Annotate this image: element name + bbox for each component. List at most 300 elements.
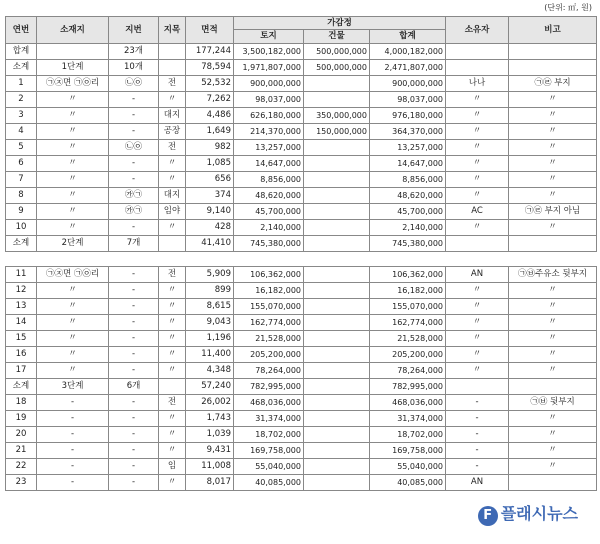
cell-total: 745,380,000 (370, 236, 446, 252)
cell-category: 〃 (159, 220, 186, 236)
cell-lot: - (109, 331, 159, 347)
cell-owner (446, 379, 509, 395)
cell-building (304, 188, 370, 204)
cell-lot: - (109, 443, 159, 459)
cell-owner: 〃 (446, 347, 509, 363)
cell-area: 57,240 (186, 379, 234, 395)
table-row (6, 283, 597, 299)
cell-remarks: 〃 (509, 92, 597, 108)
cell-remarks (509, 44, 597, 60)
cell-no: 11 (6, 267, 37, 283)
cell-no: 소계 (6, 379, 37, 395)
cell-area: 428 (186, 220, 234, 236)
cell-area: 8,017 (186, 475, 234, 491)
watermark-text: 플래시뉴스 (500, 504, 578, 523)
cell-location: 1단계 (37, 60, 109, 76)
cell-no: 12 (6, 283, 37, 299)
cell-remarks: ㉠㉣ 부지 (509, 76, 597, 92)
cell-location: - (37, 443, 109, 459)
table-row (6, 204, 597, 220)
header-total: 합계 (370, 30, 446, 44)
cell-no: 21 (6, 443, 37, 459)
cell-lot: - (109, 347, 159, 363)
table-row (6, 60, 597, 76)
cell-category: 〃 (159, 315, 186, 331)
cell-land: 16,182,000 (234, 283, 304, 299)
cell-owner: 나나 (446, 76, 509, 92)
cell-area: 11,008 (186, 459, 234, 475)
cell-area: 899 (186, 283, 234, 299)
cell-total: 8,856,000 (370, 172, 446, 188)
table-row (6, 188, 597, 204)
flashnews-logo-icon: F (478, 506, 498, 526)
cell-land: 900,000,000 (234, 76, 304, 92)
cell-lot: - (109, 172, 159, 188)
cell-location: 3단계 (37, 379, 109, 395)
table-body-part1 (6, 44, 597, 252)
cell-category: 〃 (159, 299, 186, 315)
cell-no: 8 (6, 188, 37, 204)
cell-building (304, 395, 370, 411)
cell-remarks: 〃 (509, 459, 597, 475)
cell-location: 〃 (37, 156, 109, 172)
cell-remarks: 〃 (509, 140, 597, 156)
cell-area: 5,909 (186, 267, 234, 283)
cell-no: 2 (6, 92, 37, 108)
cell-no: 20 (6, 427, 37, 443)
cell-total: 98,037,000 (370, 92, 446, 108)
cell-lot: - (109, 363, 159, 379)
cell-land: 782,995,000 (234, 379, 304, 395)
cell-remarks: ㉠㉥ 뒷부지 (509, 395, 597, 411)
cell-location: 〃 (37, 315, 109, 331)
cell-location: ㉠㉨면 ㉠㉧리 (37, 267, 109, 283)
cell-land: 13,257,000 (234, 140, 304, 156)
cell-area: 1,196 (186, 331, 234, 347)
unit-note: (단위: ㎡, 원) (544, 3, 592, 12)
cell-location: 〃 (37, 299, 109, 315)
cell-area: 656 (186, 172, 234, 188)
header-location: 소재지 (37, 17, 109, 44)
cell-category: 전 (159, 76, 186, 92)
cell-land: 31,374,000 (234, 411, 304, 427)
cell-owner: 〃 (446, 315, 509, 331)
cell-lot: - (109, 411, 159, 427)
cell-location: ㉠㉨면 ㉠㉧리 (37, 76, 109, 92)
header-category: 지목 (159, 17, 186, 44)
cell-owner: 〃 (446, 156, 509, 172)
cell-remarks: 〃 (509, 156, 597, 172)
cell-total: 45,700,000 (370, 204, 446, 220)
cell-total: 468,036,000 (370, 395, 446, 411)
cell-no: 7 (6, 172, 37, 188)
cell-category: 〃 (159, 443, 186, 459)
cell-owner: 〃 (446, 92, 509, 108)
header-building: 건물 (304, 30, 370, 44)
cell-area: 4,486 (186, 108, 234, 124)
cell-building (304, 363, 370, 379)
cell-total: 106,362,000 (370, 267, 446, 283)
cell-category: 〃 (159, 331, 186, 347)
cell-total: 16,182,000 (370, 283, 446, 299)
cell-owner: - (446, 427, 509, 443)
cell-no: 1 (6, 76, 37, 92)
header-area: 면적 (186, 17, 234, 44)
cell-owner: - (446, 443, 509, 459)
cell-owner (446, 44, 509, 60)
cell-building: 150,000,000 (304, 124, 370, 140)
cell-lot: - (109, 283, 159, 299)
cell-area: 177,244 (186, 44, 234, 60)
cell-remarks: 〃 (509, 363, 597, 379)
table-row (6, 140, 597, 156)
cell-building (304, 92, 370, 108)
cell-owner: 〃 (446, 188, 509, 204)
cell-lot: ㉮㉠ (109, 204, 159, 220)
cell-building (304, 379, 370, 395)
cell-owner: - (446, 459, 509, 475)
cell-land: 98,037,000 (234, 92, 304, 108)
table-row (6, 236, 597, 252)
cell-owner (446, 60, 509, 76)
cell-location: 2단계 (37, 236, 109, 252)
header-land: 토지 (234, 30, 304, 44)
cell-no: 23 (6, 475, 37, 491)
cell-land: 468,036,000 (234, 395, 304, 411)
cell-lot: - (109, 220, 159, 236)
cell-building (304, 475, 370, 491)
cell-owner: - (446, 411, 509, 427)
cell-lot: - (109, 156, 159, 172)
cell-lot: - (109, 92, 159, 108)
table-row (6, 267, 597, 283)
table-gap (6, 252, 597, 267)
cell-category (159, 236, 186, 252)
cell-category: 전 (159, 267, 186, 283)
cell-building (304, 459, 370, 475)
land-appraisal-table (5, 16, 597, 491)
cell-lot: - (109, 427, 159, 443)
table-row (6, 475, 597, 491)
cell-no: 합계 (6, 44, 37, 60)
cell-remarks: ㉠㉣ 부지 아님 (509, 204, 597, 220)
cell-building (304, 315, 370, 331)
cell-location: 〃 (37, 283, 109, 299)
cell-category: 〃 (159, 156, 186, 172)
table-row (6, 379, 597, 395)
cell-total: 782,995,000 (370, 379, 446, 395)
cell-total: 900,000,000 (370, 76, 446, 92)
cell-land: 55,040,000 (234, 459, 304, 475)
cell-building (304, 204, 370, 220)
cell-area: 11,400 (186, 347, 234, 363)
cell-lot: 23개 (109, 44, 159, 60)
cell-category: 전 (159, 395, 186, 411)
cell-location: - (37, 459, 109, 475)
cell-remarks: 〃 (509, 315, 597, 331)
cell-building (304, 331, 370, 347)
cell-lot: ㉡㉧ (109, 76, 159, 92)
cell-building (304, 427, 370, 443)
cell-land: 48,620,000 (234, 188, 304, 204)
table-row (6, 172, 597, 188)
cell-location: - (37, 395, 109, 411)
cell-category: 〃 (159, 363, 186, 379)
cell-land: 205,200,000 (234, 347, 304, 363)
cell-building (304, 76, 370, 92)
cell-land: 626,180,000 (234, 108, 304, 124)
cell-category: 〃 (159, 427, 186, 443)
cell-no: 6 (6, 156, 37, 172)
section-gap (6, 252, 597, 267)
cell-location: - (37, 411, 109, 427)
cell-total: 48,620,000 (370, 188, 446, 204)
cell-location: 〃 (37, 172, 109, 188)
table-row (6, 363, 597, 379)
cell-land: 162,774,000 (234, 315, 304, 331)
table-row (6, 331, 597, 347)
cell-remarks: 〃 (509, 283, 597, 299)
cell-area: 9,140 (186, 204, 234, 220)
cell-land: 78,264,000 (234, 363, 304, 379)
table-body-part2 (6, 267, 597, 491)
cell-no: 13 (6, 299, 37, 315)
cell-lot: ㉡㉧ (109, 140, 159, 156)
cell-building (304, 347, 370, 363)
table-row (6, 299, 597, 315)
cell-lot: - (109, 124, 159, 140)
cell-area: 9,043 (186, 315, 234, 331)
cell-total: 205,200,000 (370, 347, 446, 363)
cell-owner: 〃 (446, 299, 509, 315)
cell-total: 4,000,182,000 (370, 44, 446, 60)
cell-area: 4,348 (186, 363, 234, 379)
cell-total: 364,370,000 (370, 124, 446, 140)
cell-location: 〃 (37, 92, 109, 108)
cell-lot: - (109, 395, 159, 411)
cell-location: 〃 (37, 347, 109, 363)
cell-no: 9 (6, 204, 37, 220)
cell-location: - (37, 427, 109, 443)
cell-location: 〃 (37, 140, 109, 156)
cell-owner (446, 236, 509, 252)
cell-lot: - (109, 475, 159, 491)
cell-total: 14,647,000 (370, 156, 446, 172)
cell-area: 1,085 (186, 156, 234, 172)
cell-land: 745,380,000 (234, 236, 304, 252)
cell-area: 78,594 (186, 60, 234, 76)
cell-location: 〃 (37, 204, 109, 220)
cell-remarks: 〃 (509, 108, 597, 124)
cell-total: 78,264,000 (370, 363, 446, 379)
cell-remarks: 〃 (509, 443, 597, 459)
cell-category: 〃 (159, 92, 186, 108)
cell-owner: 〃 (446, 331, 509, 347)
cell-total: 18,702,000 (370, 427, 446, 443)
flashnews-watermark (478, 501, 578, 526)
cell-owner: 〃 (446, 172, 509, 188)
cell-category: 〃 (159, 347, 186, 363)
cell-total: 40,085,000 (370, 475, 446, 491)
cell-lot: - (109, 459, 159, 475)
cell-lot: 7개 (109, 236, 159, 252)
cell-no: 14 (6, 315, 37, 331)
cell-building: 350,000,000 (304, 108, 370, 124)
cell-land: 169,758,000 (234, 443, 304, 459)
cell-location: 〃 (37, 188, 109, 204)
cell-owner: 〃 (446, 108, 509, 124)
header-no: 연번 (6, 17, 37, 44)
cell-area: 26,002 (186, 395, 234, 411)
header-appraisal: 가감정 (234, 17, 446, 30)
table-row (6, 315, 597, 331)
table-row (6, 220, 597, 236)
cell-owner: AC (446, 204, 509, 220)
cell-location: 〃 (37, 220, 109, 236)
cell-category: 대지 (159, 188, 186, 204)
cell-remarks (509, 379, 597, 395)
cell-category (159, 379, 186, 395)
cell-area: 7,262 (186, 92, 234, 108)
cell-building (304, 172, 370, 188)
header-lot: 지번 (109, 17, 159, 44)
cell-land: 2,140,000 (234, 220, 304, 236)
cell-land: 155,070,000 (234, 299, 304, 315)
cell-area: 374 (186, 188, 234, 204)
cell-remarks: 〃 (509, 427, 597, 443)
cell-area: 52,532 (186, 76, 234, 92)
cell-total: 31,374,000 (370, 411, 446, 427)
cell-category: 임 (159, 459, 186, 475)
cell-building: 500,000,000 (304, 44, 370, 60)
cell-building (304, 267, 370, 283)
cell-remarks: 〃 (509, 220, 597, 236)
cell-no: 19 (6, 411, 37, 427)
header-owner: 소유자 (446, 17, 509, 44)
cell-no: 4 (6, 124, 37, 140)
cell-building (304, 299, 370, 315)
cell-total: 169,758,000 (370, 443, 446, 459)
cell-owner: AN (446, 475, 509, 491)
table-row (6, 395, 597, 411)
cell-owner: AN (446, 267, 509, 283)
cell-total: 21,528,000 (370, 331, 446, 347)
cell-building (304, 411, 370, 427)
cell-area: 41,410 (186, 236, 234, 252)
cell-total: 155,070,000 (370, 299, 446, 315)
cell-area: 982 (186, 140, 234, 156)
cell-lot: ㉮㉠ (109, 188, 159, 204)
cell-area: 8,615 (186, 299, 234, 315)
cell-no: 3 (6, 108, 37, 124)
cell-location: 〃 (37, 331, 109, 347)
cell-total: 162,774,000 (370, 315, 446, 331)
cell-no: 16 (6, 347, 37, 363)
cell-category: 〃 (159, 172, 186, 188)
cell-total: 2,471,807,000 (370, 60, 446, 76)
table-row (6, 411, 597, 427)
cell-no: 18 (6, 395, 37, 411)
cell-lot: 10개 (109, 60, 159, 76)
cell-owner: 〃 (446, 363, 509, 379)
table-row (6, 44, 597, 60)
table-row (6, 76, 597, 92)
cell-remarks: 〃 (509, 188, 597, 204)
cell-building: 500,000,000 (304, 60, 370, 76)
cell-total: 13,257,000 (370, 140, 446, 156)
table-row (6, 443, 597, 459)
cell-category: 대지 (159, 108, 186, 124)
cell-location (37, 44, 109, 60)
cell-building (304, 156, 370, 172)
cell-land: 1,971,807,000 (234, 60, 304, 76)
cell-total: 2,140,000 (370, 220, 446, 236)
cell-no: 소계 (6, 60, 37, 76)
cell-area: 1,743 (186, 411, 234, 427)
cell-remarks: 〃 (509, 411, 597, 427)
cell-lot: - (109, 108, 159, 124)
cell-remarks (509, 475, 597, 491)
cell-land: 214,370,000 (234, 124, 304, 140)
cell-land: 40,085,000 (234, 475, 304, 491)
cell-area: 1,039 (186, 427, 234, 443)
cell-owner: - (446, 395, 509, 411)
cell-land: 18,702,000 (234, 427, 304, 443)
cell-remarks (509, 60, 597, 76)
cell-no: 10 (6, 220, 37, 236)
cell-owner: 〃 (446, 124, 509, 140)
cell-remarks (509, 236, 597, 252)
cell-lot: - (109, 299, 159, 315)
cell-land: 21,528,000 (234, 331, 304, 347)
cell-owner: 〃 (446, 140, 509, 156)
cell-no: 22 (6, 459, 37, 475)
cell-building (304, 220, 370, 236)
cell-location: 〃 (37, 124, 109, 140)
cell-land: 106,362,000 (234, 267, 304, 283)
cell-building (304, 140, 370, 156)
cell-building (304, 283, 370, 299)
cell-category: 〃 (159, 411, 186, 427)
cell-remarks: 〃 (509, 347, 597, 363)
cell-total: 55,040,000 (370, 459, 446, 475)
cell-remarks: ㉠㉥주유소 뒷부지 (509, 267, 597, 283)
cell-land: 45,700,000 (234, 204, 304, 220)
cell-category: 전 (159, 140, 186, 156)
cell-total: 976,180,000 (370, 108, 446, 124)
cell-no: 5 (6, 140, 37, 156)
cell-remarks: 〃 (509, 172, 597, 188)
cell-category (159, 60, 186, 76)
cell-location: 〃 (37, 363, 109, 379)
table-row (6, 347, 597, 363)
cell-building (304, 443, 370, 459)
table-row (6, 427, 597, 443)
table-row (6, 124, 597, 140)
cell-category: 〃 (159, 475, 186, 491)
header-remarks: 비고 (509, 17, 597, 44)
cell-lot: 6개 (109, 379, 159, 395)
cell-category: 임야 (159, 204, 186, 220)
cell-owner: 〃 (446, 283, 509, 299)
cell-owner: 〃 (446, 220, 509, 236)
cell-location: 〃 (37, 108, 109, 124)
cell-lot: - (109, 315, 159, 331)
table-row (6, 459, 597, 475)
cell-no: 소계 (6, 236, 37, 252)
cell-area: 1,649 (186, 124, 234, 140)
cell-no: 15 (6, 331, 37, 347)
